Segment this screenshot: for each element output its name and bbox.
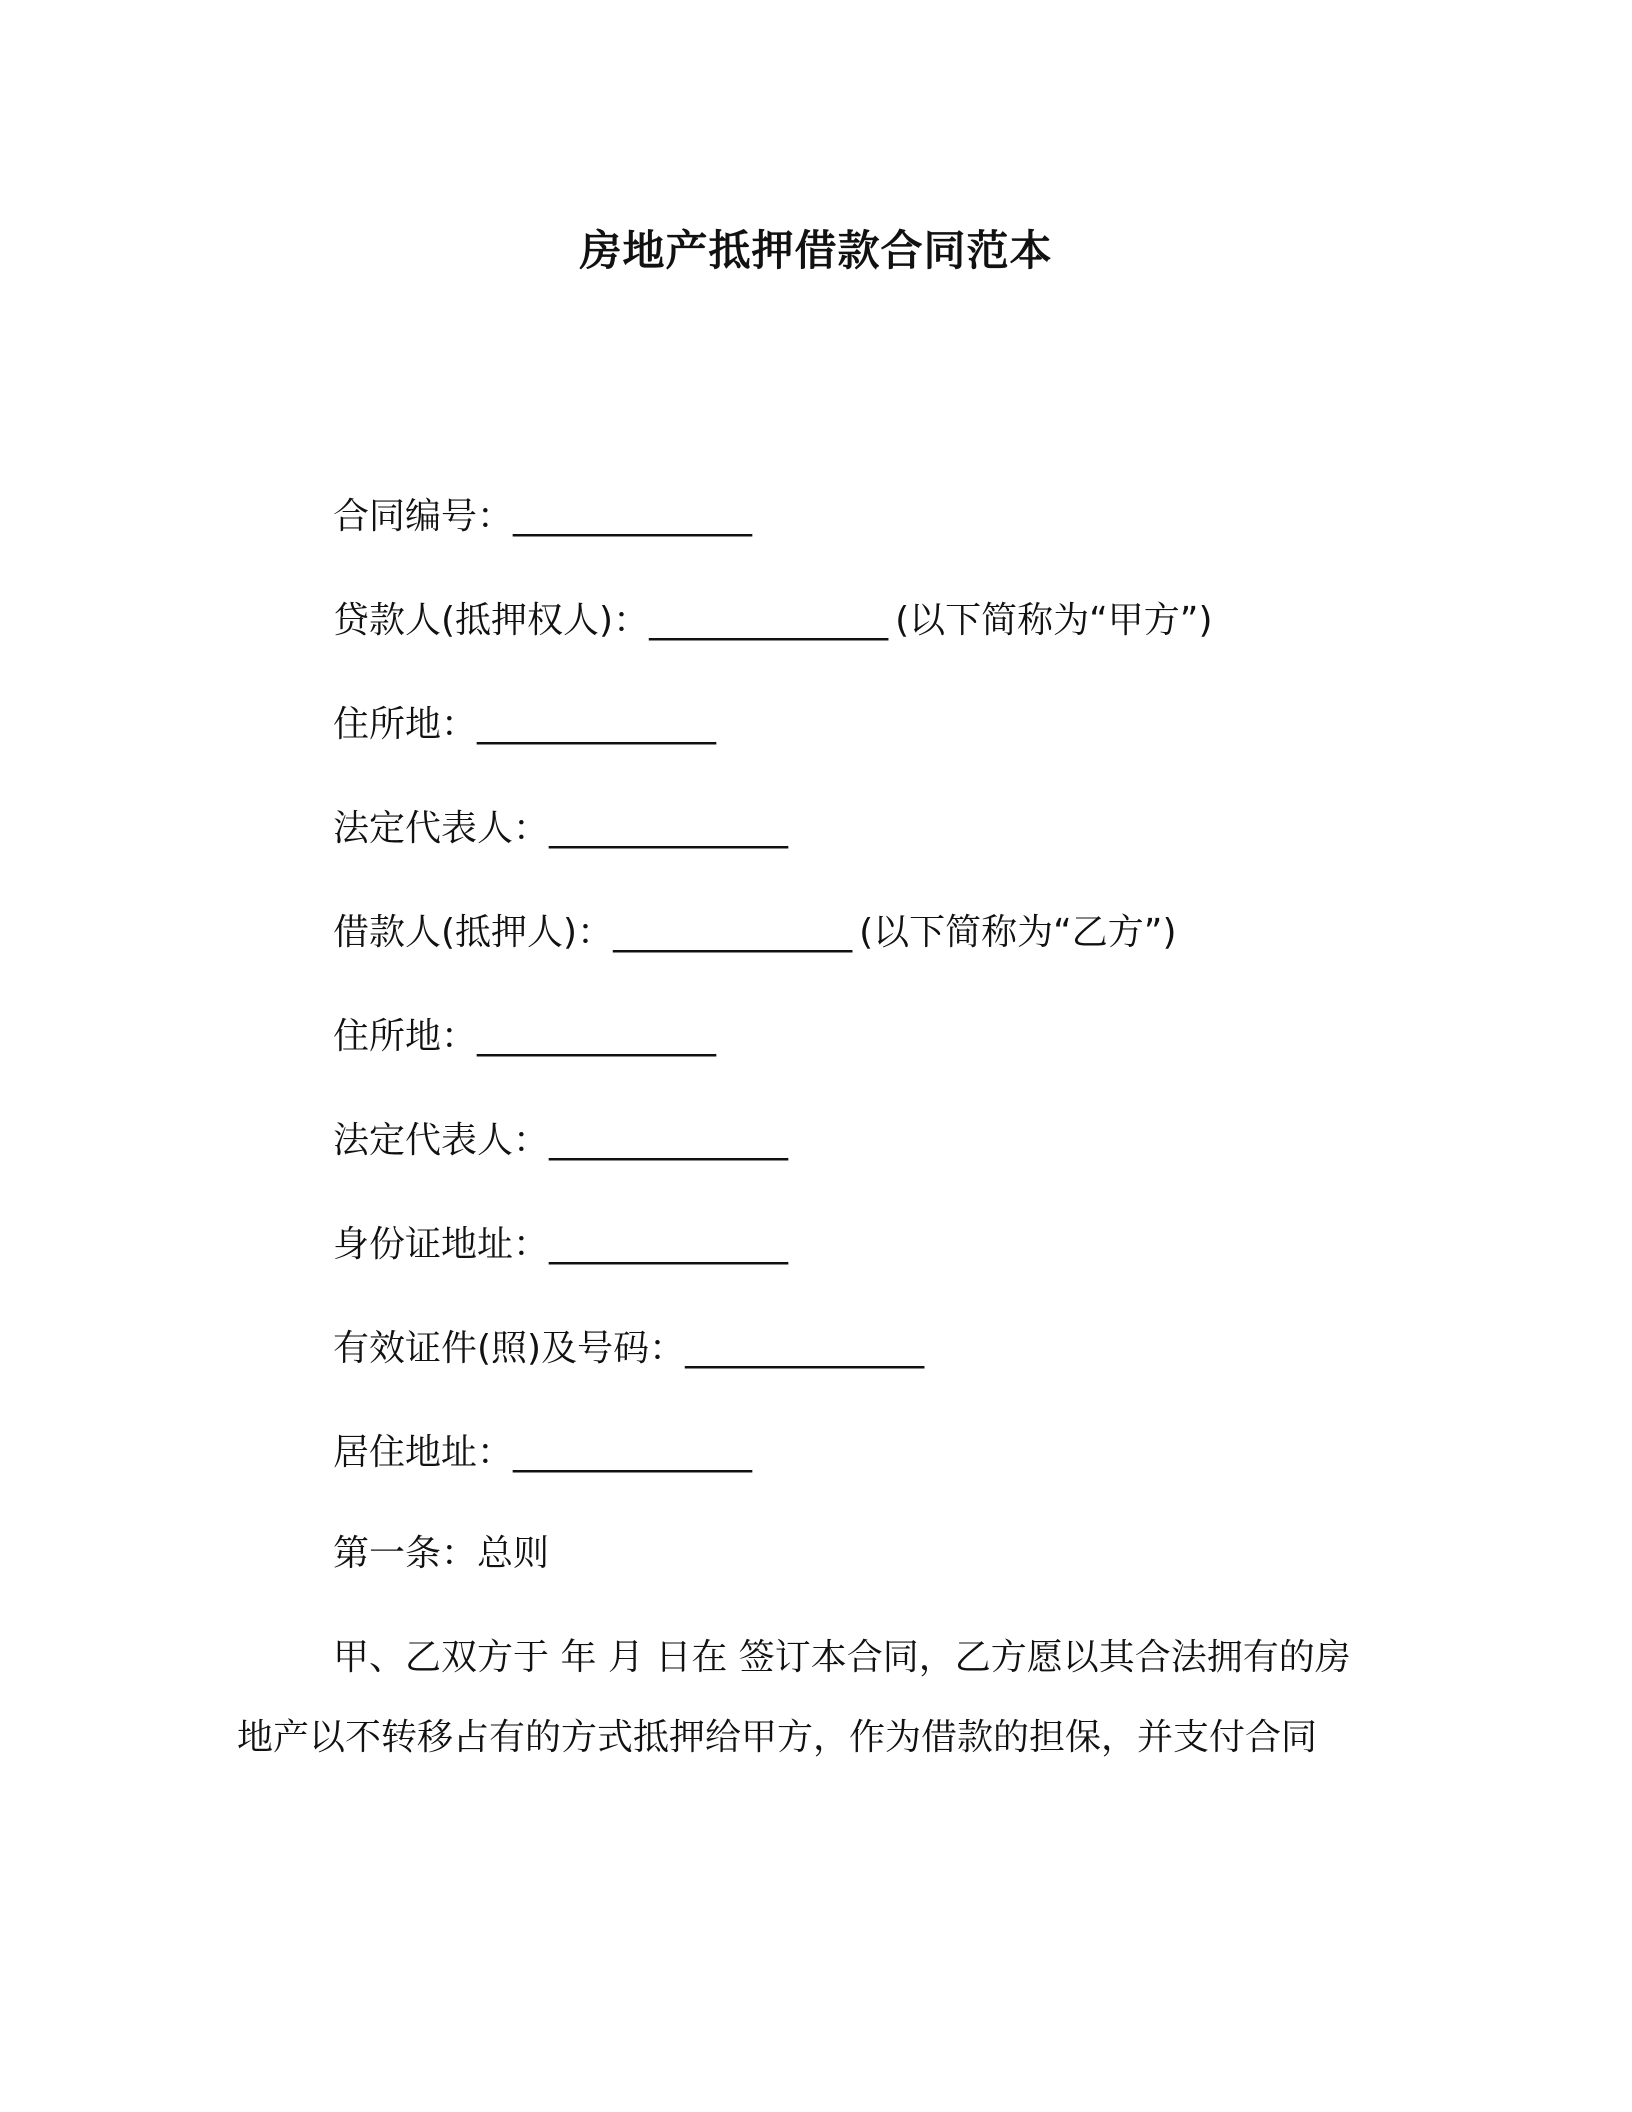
paragraph-line: 甲、乙双方于 年 月 日在 签订本合同，乙方愿以其合法拥有的房 [333, 1637, 1351, 1678]
lender-representative-field [333, 801, 787, 857]
field-label: 贷款人(抵押权人)： [333, 600, 650, 641]
fill-in-blank[interactable]: ______________ [549, 1224, 788, 1265]
lender-address-field [333, 697, 715, 753]
field-label: 居住地址： [333, 1432, 514, 1473]
fill-in-blank[interactable]: ______________ [685, 1328, 924, 1369]
field-suffix: (以下简称为“甲方”) [895, 600, 1213, 641]
field-label: 住所地： [333, 704, 478, 745]
fill-in-blank[interactable]: ______________ [549, 1120, 788, 1161]
field-suffix: (以下简称为“乙方”) [859, 912, 1177, 953]
fill-in-blank[interactable]: ______________ [613, 912, 852, 953]
fill-in-blank[interactable]: ______________ [513, 496, 752, 537]
field-label: 住所地： [333, 1016, 478, 1057]
borrower-address-field [333, 1009, 715, 1065]
fill-in-blank[interactable]: ______________ [549, 808, 788, 849]
residence-address-field [333, 1425, 751, 1481]
id-address-field [333, 1217, 787, 1273]
field-label: 有效证件(照)及号码： [333, 1328, 686, 1369]
fill-in-blank[interactable]: ______________ [477, 704, 716, 745]
lender-field [333, 593, 1213, 649]
fill-in-blank[interactable]: ______________ [513, 1432, 752, 1473]
contract-number-field [333, 489, 751, 545]
field-label: 身份证地址： [333, 1224, 550, 1265]
borrower-representative-field [333, 1113, 787, 1169]
field-label: 法定代表人： [333, 1120, 550, 1161]
paragraph-line: 地产以不转移占有的方式抵押给甲方，作为借款的担保，并支付合同 [237, 1717, 1318, 1758]
page-title: 房地产抵押借款合同范本 [579, 226, 1053, 275]
section-heading: 第一条：总则 [333, 1533, 550, 1574]
fill-in-blank[interactable]: ______________ [649, 600, 888, 641]
borrower-field [333, 905, 1177, 961]
id-document-field [333, 1321, 923, 1377]
field-label: 借款人(抵押人)： [333, 912, 614, 953]
fill-in-blank[interactable]: ______________ [477, 1016, 716, 1057]
field-label: 法定代表人： [333, 808, 550, 849]
field-label: 合同编号： [333, 496, 514, 537]
